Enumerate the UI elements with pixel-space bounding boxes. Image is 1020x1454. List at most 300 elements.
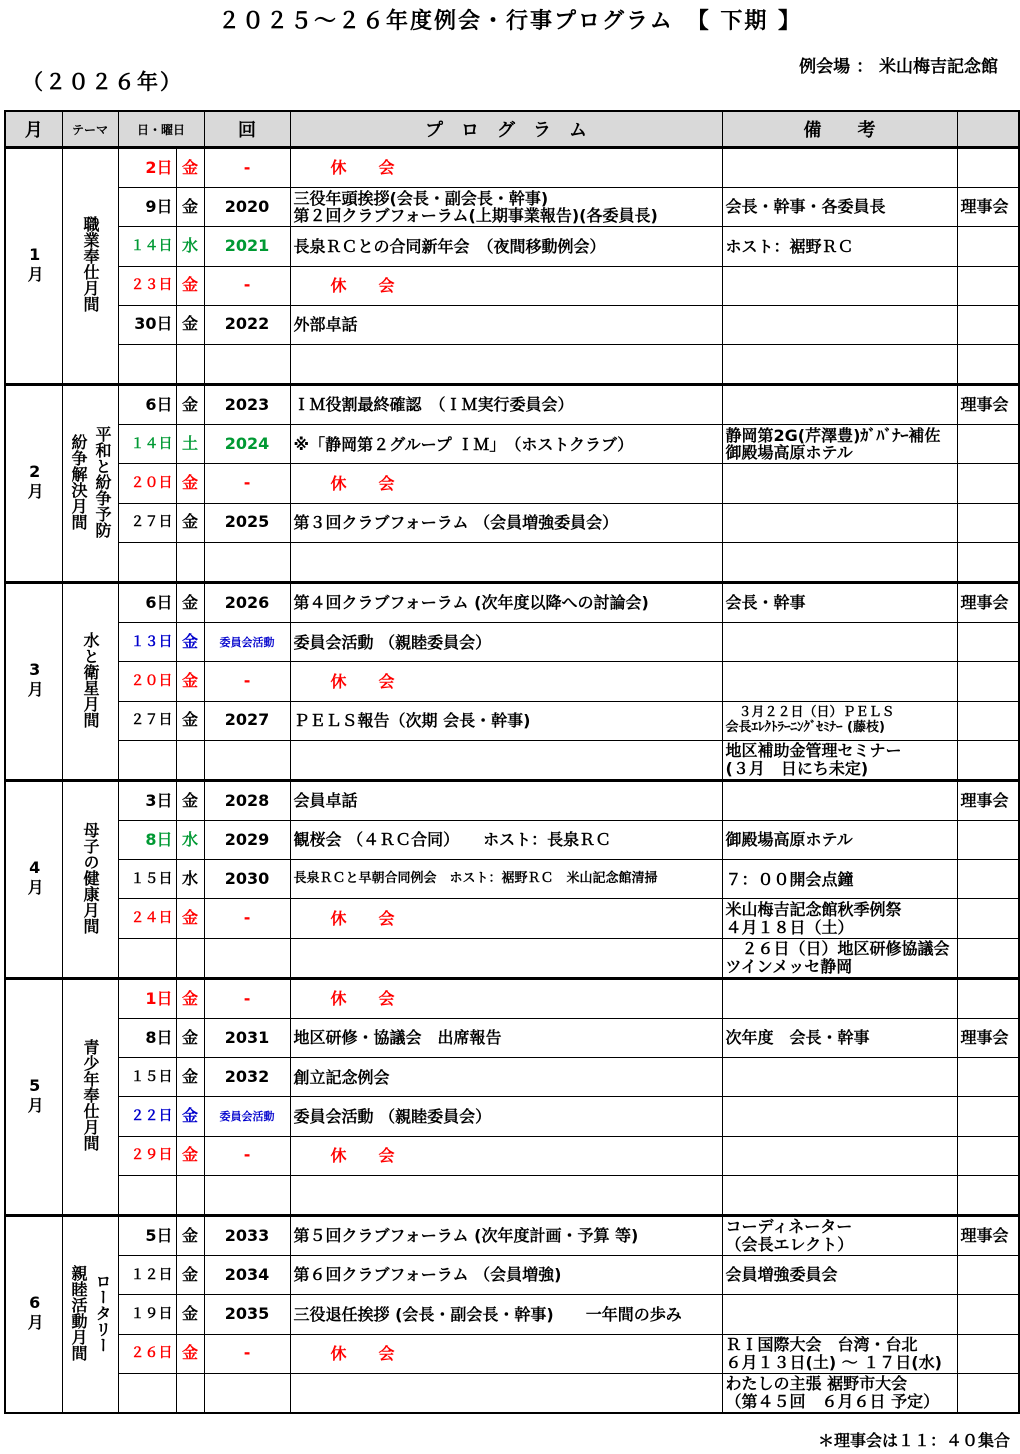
program-line: 休 会 [330,275,395,295]
remarks-cell [722,542,957,582]
program-body [5,148,1019,1414]
day-cell: ２２日 [118,1097,176,1136]
remarks-line: 会長ｴﾚｸﾄﾗｰﾆﾝｸﾞｾﾐﾅｰ (藤枝) [725,719,885,735]
program-line: 休 会 [330,989,395,1009]
program-line: 長泉ＲＣとの合同新年会 （夜間移動例会） [293,236,606,256]
day-cell: １５日 [118,860,176,899]
day-cell: ２７日 [118,503,176,542]
remarks-cell [722,1097,957,1136]
board-meeting-cell [957,978,1019,1018]
remarks-cell [722,1373,957,1413]
weekday-cell: 金 [176,1136,204,1175]
remarks-cell [722,623,957,662]
month-label: 6月 [25,1293,45,1333]
meeting-number-cell: 2020 [204,188,290,227]
weekday-cell [176,542,204,582]
table-row [5,425,1019,464]
remarks-cell [722,821,957,860]
program-line: ※「静岡第２グループ ＩＭ」 （ホストクラブ） [293,434,634,454]
remarks-line: ４月１８日（土） [725,917,854,937]
day-cell: 30日 [118,305,176,344]
program-line: 休 会 [330,158,395,178]
program-cell [290,305,722,344]
table-row [5,1256,1019,1295]
program-cell [290,148,722,188]
board-meeting-cell [957,623,1019,662]
remarks-line: ３月２２日（日）ＰＥＬＳ [725,705,895,721]
weekday-cell: 金 [176,464,204,503]
remarks-line: (３月 日にち未定) [725,758,869,778]
remarks-line: 次年度 会長・幹事 [725,1028,870,1048]
meeting-number-cell: 委員会活動 [204,623,290,662]
col-bikou: 備 考 [722,111,957,148]
weekday-cell: 水 [176,860,204,899]
meeting-number-cell: - [204,662,290,701]
weekday-cell: 水 [176,227,204,266]
meeting-number-cell: 2028 [204,780,290,820]
table-row [5,662,1019,701]
day-cell [118,740,176,780]
theme-cell [62,780,118,978]
theme-line: ロータリー [93,1272,112,1353]
table-row [5,938,1019,978]
program-cell [290,1295,722,1334]
day-cell: 2日 [118,148,176,188]
weekday-cell: 水 [176,821,204,860]
meeting-number-cell: 2025 [204,503,290,542]
board-meeting-cell [957,305,1019,344]
program-cell [290,542,722,582]
meeting-number-cell: 2035 [204,1295,290,1334]
program-line: 長泉ＲＣと早朝合同例会 ホスト：裾野ＲＣ 米山記念館清掃 [293,871,658,887]
remarks-cell [722,701,957,740]
program-line: 休 会 [330,908,395,928]
meeting-number-cell [204,1373,290,1413]
program-line: 休 会 [330,671,395,691]
month-cell [5,148,62,385]
table-row [5,583,1019,623]
program-line: 第４回クラブフォーラム (次年度以降への討論会) [293,593,649,613]
table-row [5,780,1019,820]
program-cell [290,1334,722,1373]
meeting-number-cell: 2034 [204,1256,290,1295]
theme-line: 職業奉仕月間 [81,216,100,313]
weekday-cell: 金 [176,266,204,305]
board-meeting-cell [957,266,1019,305]
program-line: 第３回クラブフォーラム （会員増強委員会） [293,512,619,532]
program-cell [290,821,722,860]
remarks-cell [722,860,957,899]
remarks-cell [722,1136,957,1175]
remarks-cell [722,266,957,305]
program-cell [290,227,722,266]
meeting-number-cell [204,740,290,780]
remarks-line: ２６日（日）地区研修協議会 [725,939,950,959]
weekday-cell: 金 [176,188,204,227]
program-cell [290,1175,722,1215]
year-label: （２０２６年） [22,70,183,94]
program-cell [290,938,722,978]
program-cell [290,344,722,384]
table-row [5,1175,1019,1215]
remarks-line: ホスト：裾野ＲＣ [725,236,854,256]
footnote: ＊理事会は１１：４０集合 [817,1431,1010,1450]
weekday-cell: 金 [176,1295,204,1334]
weekday-cell: 金 [176,899,204,938]
remarks-cell [722,780,957,820]
board-meeting-cell [957,701,1019,740]
program-cell [290,1136,722,1175]
month-cell [5,385,62,583]
weekday-cell: 金 [176,1058,204,1097]
remarks-cell [722,1256,957,1295]
table-row [5,1097,1019,1136]
day-cell: 1日 [118,978,176,1018]
board-meeting-cell [957,1097,1019,1136]
page-title: ２０２５～２６年度例会・行事プログラム 【 下期 】 [217,9,803,34]
board-meeting-cell [957,821,1019,860]
day-cell: 8日 [118,1019,176,1058]
meeting-number-cell: - [204,978,290,1018]
program-cell [290,1097,722,1136]
remarks-line: 地区補助金管理セミナー [725,741,902,761]
day-cell: １４日 [118,425,176,464]
meeting-number-cell [204,542,290,582]
program-cell [290,1256,722,1295]
meeting-number-cell: - [204,464,290,503]
program-line: 休 会 [330,1343,395,1363]
remarks-cell [722,1019,957,1058]
day-cell: 6日 [118,583,176,623]
col-kai: 回 [204,111,290,148]
remarks-cell [722,227,957,266]
day-cell: ２９日 [118,1136,176,1175]
board-meeting-cell [957,464,1019,503]
program-cell [290,662,722,701]
weekday-cell [176,1175,204,1215]
program-line: 創立記念例会 [293,1067,390,1087]
meeting-number-cell: 2029 [204,821,290,860]
weekday-cell [176,1373,204,1413]
remarks-line: ＲＩ国際大会 台湾・台北 [725,1334,918,1354]
theme-line: 親睦活動月間 [69,1264,88,1361]
day-cell: １２日 [118,1256,176,1295]
meeting-number-cell [204,344,290,384]
theme-text [68,426,112,538]
remarks-line: （会長エレクト） [725,1235,854,1255]
board-meeting-cell: 理事会 [957,1215,1019,1255]
weekday-cell: 金 [176,623,204,662]
remarks-cell [722,1295,957,1334]
theme-text [80,1039,100,1151]
month-cell [5,1215,62,1413]
program-cell [290,1373,722,1413]
remarks-cell [722,503,957,542]
theme-line: 紛争解決月間 [69,433,88,530]
day-cell: 3日 [118,780,176,820]
meeting-number-cell: 2021 [204,227,290,266]
remarks-cell [722,899,957,938]
board-meeting-cell [957,1058,1019,1097]
day-cell [118,1373,176,1413]
program-line: 第２回クラブフォーラム(上期事業報告)(各委員長) [293,206,658,226]
header-row [5,111,1019,148]
theme-line: 母子の健康月間 [81,821,100,934]
board-meeting-cell [957,860,1019,899]
meeting-number-cell: 2032 [204,1058,290,1097]
month-label: 5月 [25,1075,45,1115]
program-cell [290,188,722,227]
day-cell [118,542,176,582]
remarks-line: 米山梅吉記念館秋季例祭 [725,899,902,919]
table-row [5,1136,1019,1175]
theme-cell [62,1215,118,1413]
meeting-number-cell: - [204,148,290,188]
program-cell [290,583,722,623]
meeting-number-cell: - [204,1334,290,1373]
program-table [4,110,1020,1414]
remarks-cell [722,583,957,623]
remarks-cell [722,978,957,1018]
month-cell [5,780,62,978]
weekday-cell: 土 [176,425,204,464]
meeting-number-cell: 2024 [204,425,290,464]
program-cell [290,1058,722,1097]
weekday-cell: 金 [176,701,204,740]
month-label: 1月 [25,244,45,284]
meeting-number-cell: 2023 [204,385,290,425]
board-meeting-cell [957,344,1019,384]
day-cell: 9日 [118,188,176,227]
meeting-number-cell: 2033 [204,1215,290,1255]
weekday-cell: 金 [176,978,204,1018]
remarks-line: ７：００開会点鐘 [725,869,854,889]
weekday-cell: 金 [176,1097,204,1136]
table-row [5,978,1019,1018]
program-cell [290,623,722,662]
meeting-number-cell: 2030 [204,860,290,899]
remarks-line: コーディネーター [725,1217,853,1237]
program-cell [290,464,722,503]
weekday-cell: 金 [176,780,204,820]
day-cell: ２３日 [118,266,176,305]
weekday-cell: 金 [176,1334,204,1373]
program-line: 観桜会 （４ＲＣ合同） ホスト：長泉ＲＣ [293,830,612,850]
board-meeting-cell: 理事会 [957,188,1019,227]
board-meeting-cell [957,503,1019,542]
table-row [5,148,1019,188]
remarks-line: 静岡第2G(芹澤豊)ｶﾞﾊﾞﾅｰ補佐 [725,425,941,445]
board-meeting-cell: 理事会 [957,385,1019,425]
table-row [5,1373,1019,1413]
day-cell [118,1175,176,1215]
day-cell: ２７日 [118,701,176,740]
program-line: 三役年頭挨拶(会長・副会長・幹事) [293,188,549,208]
board-meeting-cell [957,1334,1019,1373]
program-cell [290,503,722,542]
board-meeting-cell [957,148,1019,188]
theme-cell [62,385,118,583]
table-row [5,464,1019,503]
weekday-cell: 金 [176,1019,204,1058]
table-row [5,344,1019,384]
remarks-cell [722,188,957,227]
col-extra [957,111,1019,148]
table-row [5,1058,1019,1097]
board-meeting-cell [957,425,1019,464]
remarks-cell [722,1334,957,1373]
table-row [5,1019,1019,1058]
weekday-cell: 金 [176,148,204,188]
weekday-cell: 金 [176,503,204,542]
table-row [5,821,1019,860]
remarks-line: 御殿場高原ホテル [725,443,853,463]
remarks-line: 会長・幹事 [725,593,806,613]
remarks-line: 御殿場高原ホテル [725,830,853,850]
remarks-line: ツインメッセ静岡 [725,956,853,976]
weekday-cell: 金 [176,662,204,701]
program-cell [290,1215,722,1255]
table-row [5,740,1019,780]
remarks-line: 会員増強委員会 [725,1265,838,1285]
remarks-line: 会長・幹事・各委員長 [725,197,886,217]
table-row [5,623,1019,662]
venue-label: 例会場 ： 米山梅吉記念館 [799,57,998,77]
table-row [5,542,1019,582]
day-cell: ２４日 [118,899,176,938]
theme-text [80,216,100,312]
board-meeting-cell [957,542,1019,582]
table-row [5,188,1019,227]
board-meeting-cell [957,1373,1019,1413]
program-line: 委員会活動 （親睦委員会） [293,1106,492,1126]
remarks-cell [722,938,957,978]
table-row [5,899,1019,938]
remarks-cell [722,1175,957,1215]
meeting-number-cell: 2026 [204,583,290,623]
program-cell [290,780,722,820]
day-cell: 8日 [118,821,176,860]
program-cell [290,1019,722,1058]
day-cell: １５日 [118,1058,176,1097]
month-label: 3月 [25,660,45,700]
table-row [5,266,1019,305]
program-line: 休 会 [330,473,395,493]
program-cell [290,266,722,305]
theme-line: 水と衛星月間 [81,631,100,728]
table-row [5,227,1019,266]
day-cell: 5日 [118,1215,176,1255]
theme-text [80,632,100,728]
weekday-cell [176,344,204,384]
program-cell [290,978,722,1018]
board-meeting-cell: 理事会 [957,780,1019,820]
table-row [5,305,1019,344]
day-cell [118,938,176,978]
remarks-line: ６月１３日(土) ～ １７日(水) [725,1352,942,1372]
program-line: 休 会 [330,1145,395,1165]
theme-line: 平和と紛争予防 [93,425,112,538]
meeting-number-cell: 委員会活動 [204,1097,290,1136]
board-meeting-cell [957,1256,1019,1295]
table-row [5,860,1019,899]
board-meeting-cell [957,227,1019,266]
program-line: ＰＥＬＳ報告（次期 会長・幹事) [293,710,531,730]
theme-cell [62,583,118,781]
month-cell [5,978,62,1215]
col-program: プ ロ グ ラ ム [290,111,722,148]
board-meeting-cell: 理事会 [957,1019,1019,1058]
board-meeting-cell [957,740,1019,780]
board-meeting-cell [957,1295,1019,1334]
table-row [5,1215,1019,1255]
meeting-number-cell [204,938,290,978]
board-meeting-cell: 理事会 [957,583,1019,623]
day-cell: ２６日 [118,1334,176,1373]
meeting-number-cell: - [204,899,290,938]
table-row [5,503,1019,542]
program-line: ＩＭ役割最終確認 （ＩＭ実行委員会） [293,395,574,415]
program-line: 第５回クラブフォーラム (次年度計画・予算 等) [293,1226,639,1246]
program-line: 三役退任挨拶 (会長・副会長・幹事) 一年間の歩み [293,1304,682,1324]
table-row [5,1334,1019,1373]
weekday-cell: 金 [176,1215,204,1255]
weekday-cell: 金 [176,305,204,344]
meeting-number-cell: 2027 [204,701,290,740]
remarks-cell [722,1215,957,1255]
month-label: 2月 [25,462,45,502]
remarks-line: （第４５回 ６月６日 予定） [725,1391,940,1411]
board-meeting-cell [957,1175,1019,1215]
program-line: 委員会活動 （親睦委員会） [293,632,492,652]
table-row [5,701,1019,740]
remarks-cell [722,464,957,503]
weekday-cell [176,740,204,780]
program-cell [290,425,722,464]
program-cell [290,701,722,740]
program-cell [290,860,722,899]
remarks-cell [722,662,957,701]
col-theme: テーマ [62,111,118,148]
board-meeting-cell [957,1136,1019,1175]
meeting-number-cell [204,1175,290,1215]
table-row [5,385,1019,425]
program-line: 外部卓話 [293,315,358,334]
program-line: 地区研修・協議会 出席報告 [293,1028,502,1048]
weekday-cell: 金 [176,1256,204,1295]
meeting-number-cell: 2031 [204,1019,290,1058]
theme-cell [62,978,118,1215]
day-cell: ２０日 [118,662,176,701]
remarks-line: わたしの主張 裾野市大会 [725,1374,908,1394]
board-meeting-cell [957,899,1019,938]
weekday-cell: 金 [176,583,204,623]
remarks-cell [722,344,957,384]
day-cell: ２０日 [118,464,176,503]
table-row [5,1295,1019,1334]
program-cell [290,740,722,780]
meeting-number-cell: - [204,266,290,305]
col-month: 月 [5,111,62,148]
remarks-cell [722,740,957,780]
theme-text [80,822,100,934]
remarks-cell [722,305,957,344]
month-cell [5,583,62,781]
board-meeting-cell [957,662,1019,701]
remarks-cell [722,425,957,464]
col-date: 日・曜日 [118,111,204,148]
weekday-cell [176,938,204,978]
